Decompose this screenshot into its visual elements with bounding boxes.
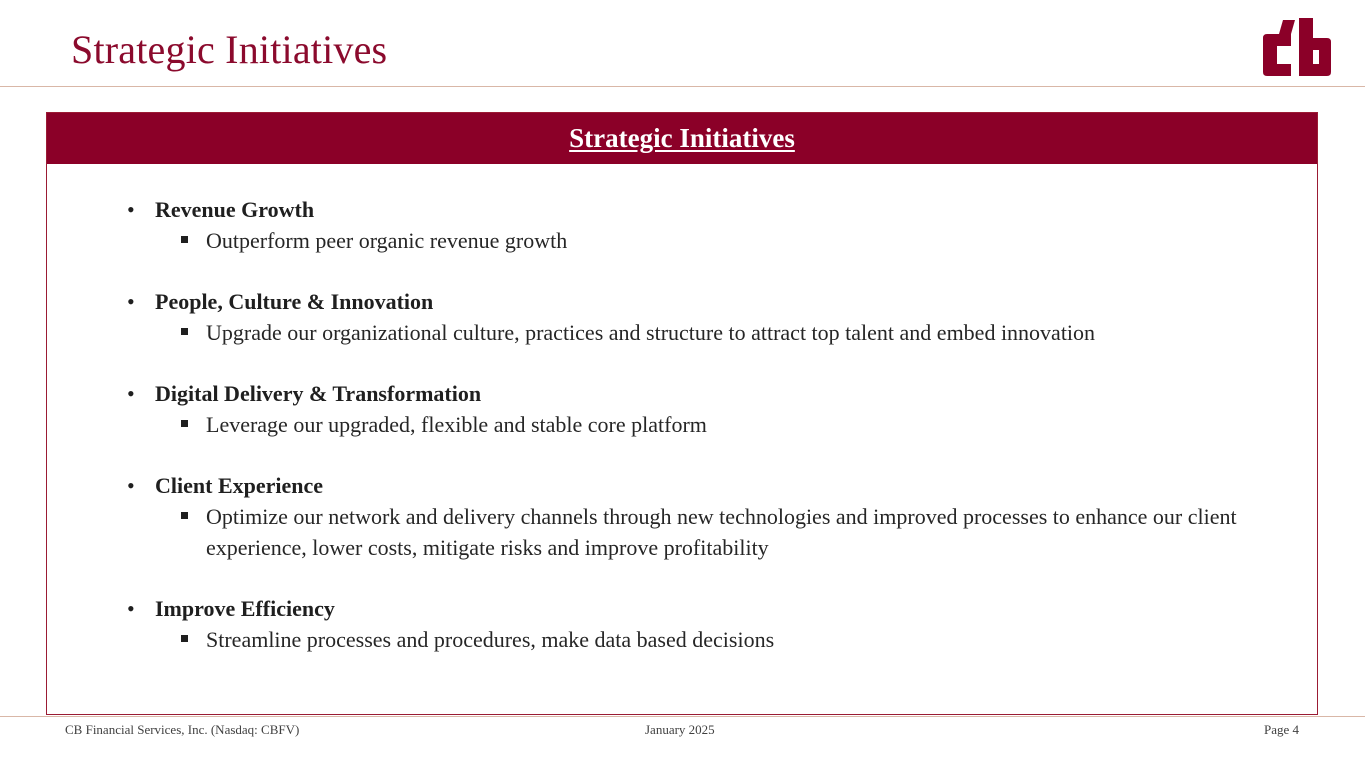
initiative-title: Improve Efficiency — [155, 596, 335, 621]
bullet-icon: • — [127, 381, 135, 406]
sub-list — [155, 501, 1277, 563]
initiative-item — [127, 471, 1277, 563]
cb-logo-icon — [1261, 18, 1333, 78]
panel-heading: Strategic Initiatives — [569, 123, 795, 153]
square-bullet-icon — [181, 635, 188, 642]
footer-company: CB Financial Services, Inc. (Nasdaq: CBFV) — [65, 722, 300, 737]
sub-item — [179, 317, 1277, 348]
initiative-item — [127, 195, 1277, 256]
sub-item-text: Optimize our network and delivery channels through new technologies and improved processes to enhance our client experience, lower costs, mitigate risks and improve profitability — [206, 504, 1237, 560]
initiative-item — [127, 287, 1277, 348]
footer-page-number: Page 4 — [1264, 722, 1300, 737]
sub-list — [155, 317, 1277, 348]
sub-item-text: Leverage our upgraded, flexible and stable core platform — [206, 412, 707, 437]
sub-list — [155, 225, 1277, 256]
initiative-title: People, Culture & Innovation — [155, 289, 434, 314]
initiative-title: Digital Delivery & Transformation — [155, 381, 482, 406]
header-divider — [0, 86, 1365, 87]
sub-item — [179, 501, 1277, 563]
sub-item — [179, 624, 1277, 655]
square-bullet-icon — [181, 328, 188, 335]
square-bullet-icon — [181, 236, 188, 243]
initiative-title: Client Experience — [155, 473, 324, 498]
initiative-item — [127, 379, 1277, 440]
footer-divider — [0, 716, 1365, 717]
panel-header — [47, 113, 1317, 164]
bullet-icon: • — [127, 289, 135, 314]
footer-date: January 2025 — [645, 722, 715, 737]
initiative-item — [127, 594, 1277, 655]
sub-item-text: Outperform peer organic revenue growth — [206, 228, 568, 253]
sub-list — [155, 624, 1277, 655]
sub-item — [179, 225, 1277, 256]
initiative-list — [127, 195, 1277, 686]
sub-item — [179, 409, 1277, 440]
sub-list — [155, 409, 1277, 440]
bullet-icon: • — [127, 473, 135, 498]
page-title: Strategic Initiatives — [71, 27, 388, 72]
sub-item-text: Upgrade our organizational culture, practices and structure to attract top talent and embed innovation — [206, 320, 1096, 345]
initiative-title: Revenue Growth — [155, 197, 315, 222]
square-bullet-icon — [181, 420, 188, 427]
square-bullet-icon — [181, 512, 188, 519]
strategic-initiatives-panel — [46, 112, 1318, 715]
sub-item-text: Streamline processes and procedures, make data based decisions — [206, 627, 775, 652]
bullet-icon: • — [127, 197, 135, 222]
bullet-icon: • — [127, 596, 135, 621]
